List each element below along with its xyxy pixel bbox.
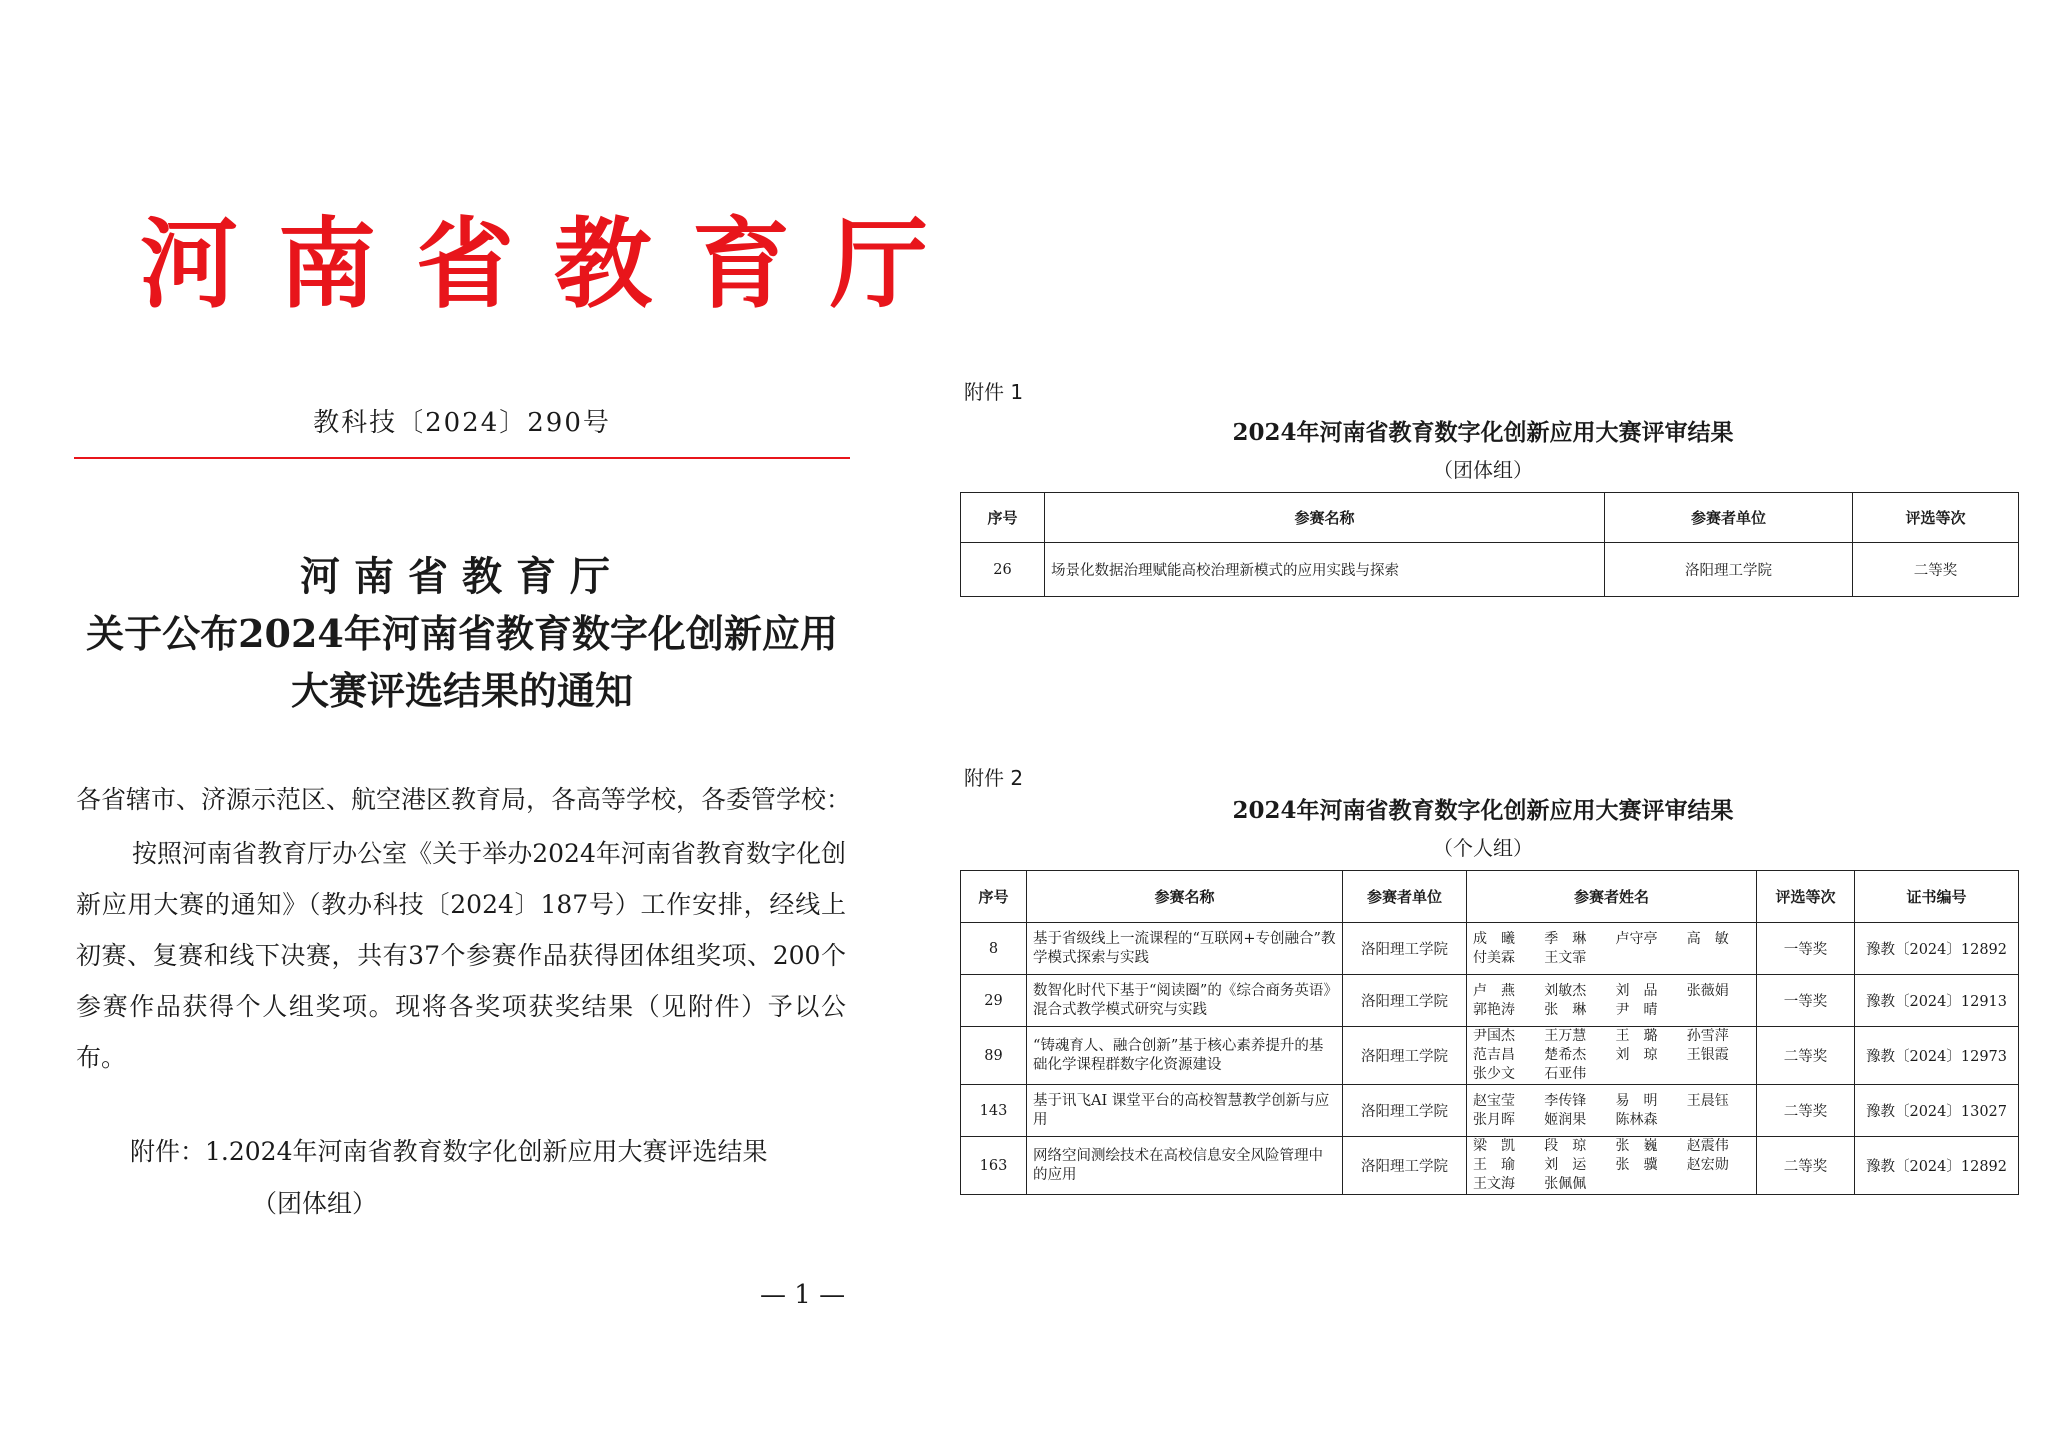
participant-names [1473,930,1750,968]
cell-people [1467,923,1757,975]
attachment1-label: 附件 1 [964,380,1024,404]
table-row [961,975,2019,1027]
cell-unit: 洛阳理工学院 [1343,1085,1467,1137]
team-results-table [960,492,2019,597]
notice-title-line3: 大赛评选结果的通知 [290,668,633,713]
attachment2-title: 2024年河南省教育数字化创新应用大赛评审结果 [1232,797,1734,824]
participant-name: 王晨钰 [1686,1092,1729,1109]
cell-no: 29 [961,975,1027,1027]
col-header-no: 序号 [961,871,1027,923]
cell-cert: 豫教〔2024〕12892 [1855,923,2019,975]
attachment2-label: 附件 2 [964,766,1024,790]
participant-name: 季 琳 [1544,930,1587,947]
individual-results-table [960,870,2019,1195]
participant-name: 李传锋 [1544,1092,1587,1109]
red-divider [74,457,850,459]
cell-award: 二等奖 [1853,543,2019,597]
participant-name: 张佩佩 [1544,1176,1587,1192]
cell-unit: 洛阳理工学院 [1343,1137,1467,1195]
cell-no: 89 [961,1027,1027,1085]
participant-names [1473,1092,1750,1130]
cell-cert: 豫教〔2024〕12913 [1855,975,2019,1027]
cell-award: 一等奖 [1757,975,1855,1027]
cell-unit: 洛阳理工学院 [1343,975,1467,1027]
participant-name: 张薇娟 [1686,982,1729,999]
cell-no: 143 [961,1085,1027,1137]
table-row [961,1085,2019,1137]
participant-name: 张月晖 [1473,1111,1515,1128]
table-row [961,1027,2019,1085]
cell-name: 数智化时代下基于“阅读圈”的《综合商务英语》混合式教学模式研究与实践 [1027,975,1343,1027]
participant-name: 成 曦 [1473,930,1515,947]
col-header-no: 序号 [961,493,1045,543]
participant-name: 段 琼 [1544,1138,1587,1154]
cell-name: 场景化数据治理赋能高校治理新模式的应用实践与探索 [1045,543,1605,597]
cell-unit: 洛阳理工学院 [1605,543,1853,597]
cell-name: “铸魂育人、融合创新”基于核心素养提升的基础化学课程群数字化资源建设 [1027,1027,1343,1085]
col-header-name: 参赛名称 [1045,493,1605,543]
participant-name: 刘 品 [1615,982,1658,999]
participant-name: 王 瑜 [1473,1157,1515,1173]
cell-cert: 豫教〔2024〕12892 [1855,1137,2019,1195]
attachment-line: 附件：1.2024年河南省教育数字化创新应用大赛评选结果 [130,1137,768,1166]
table-header-row [961,493,2019,543]
participant-name: 孙雪萍 [1686,1028,1729,1044]
salutation: 各省辖市、济源示范区、航空港区教育局，各高等学校，各委管学校： [76,785,852,814]
cell-cert: 豫教〔2024〕13027 [1855,1085,2019,1137]
cell-people [1467,1137,1757,1195]
participant-name: 刘敏杰 [1544,982,1587,999]
participant-name: 张 巍 [1615,1138,1658,1154]
participant-name: 易 明 [1615,1092,1658,1109]
participant-name: 赵震伟 [1686,1138,1729,1154]
participant-name: 王银霞 [1686,1047,1729,1063]
attachment-line-cont: （团体组） [252,1189,378,1218]
cell-unit: 洛阳理工学院 [1343,923,1467,975]
col-header-award: 评选等次 [1757,871,1855,923]
table-row [961,543,2019,597]
participant-name: 付美霖 [1473,949,1515,966]
participant-name: 卢 燕 [1473,982,1515,999]
col-header-people: 参赛者姓名 [1467,871,1757,923]
cell-award: 二等奖 [1757,1137,1855,1195]
participant-name: 刘 运 [1544,1157,1587,1173]
cell-people [1467,1085,1757,1137]
attachment1-subtitle: （团体组） [1433,458,1533,482]
table-row [961,923,2019,975]
attachment2-subtitle: （个人组） [1433,836,1533,860]
participant-name: 刘 琼 [1615,1047,1658,1063]
cell-award: 二等奖 [1757,1085,1855,1137]
notice-title-issuer: 河南省教育厅 [300,553,624,600]
cell-award: 二等奖 [1757,1027,1855,1085]
col-header-name: 参赛名称 [1027,871,1343,923]
participant-names [1473,1027,1750,1084]
page-number: — 1 — [760,1280,846,1310]
participant-name: 张 琳 [1544,1001,1587,1018]
participant-names [1473,1137,1750,1194]
participant-name: 张少文 [1473,1066,1515,1082]
table-header-row [961,871,2019,923]
cell-no: 26 [961,543,1045,597]
attachment1-title: 2024年河南省教育数字化创新应用大赛评审结果 [1232,419,1734,446]
participant-name: 王万慧 [1544,1028,1587,1044]
body-paragraph: 按照河南省教育厅办公室《关于举办2024年河南省教育数字化创新应用大赛的通知》（教办科技〔2024〕187号）工作安排，经线上初赛、复赛和线下决赛，共有37个参赛作品获得团体组奖项、200个参赛作品获得个人组奖项。现将各奖项获奖结果（见附件）予以公布。 [76,839,847,1072]
cell-unit: 洛阳理工学院 [1343,1027,1467,1085]
participant-name: 姬润果 [1544,1111,1587,1128]
participant-name: 郭艳涛 [1473,1001,1515,1018]
participant-name: 王文海 [1473,1176,1515,1192]
participant-name: 王 璐 [1615,1028,1658,1044]
col-header-award: 评选等次 [1853,493,2019,543]
cell-people [1467,975,1757,1027]
participant-name: 尹国杰 [1473,1028,1515,1044]
participant-name: 石亚伟 [1544,1066,1587,1082]
issuer-banner: 河南省教育厅 [140,207,969,322]
notice-title-line2: 关于公布2024年河南省教育数字化创新应用 [86,611,838,656]
cell-name: 网络空间测绘技术在高校信息安全风险管理中的应用 [1027,1137,1343,1195]
participant-name: 王文霏 [1544,949,1587,966]
participant-name: 高 敏 [1686,930,1729,947]
participant-name: 尹 晴 [1615,1001,1658,1018]
col-header-unit: 参赛者单位 [1605,493,1853,543]
participant-name: 陈林森 [1615,1111,1658,1128]
participant-name: 楚希杰 [1544,1047,1587,1063]
cell-no: 163 [961,1137,1027,1195]
participant-name: 张 骥 [1615,1157,1658,1173]
participant-names [1473,982,1750,1020]
table-row [961,1137,2019,1195]
document-number: 教科技〔2024〕290号 [313,408,611,438]
cell-people [1467,1027,1757,1085]
cell-cert: 豫教〔2024〕12973 [1855,1027,2019,1085]
col-header-unit: 参赛者单位 [1343,871,1467,923]
cell-no: 8 [961,923,1027,975]
participant-name: 赵宏勋 [1686,1157,1729,1173]
participant-name: 赵宝莹 [1473,1092,1515,1109]
cell-name: 基于省级线上一流课程的“互联网+专创融合”教学模式探索与实践 [1027,923,1343,975]
col-header-cert: 证书编号 [1855,871,2019,923]
participant-name: 卢守亭 [1615,930,1658,947]
cell-name: 基于讯飞AI 课堂平台的高校智慧教学创新与应用 [1027,1085,1343,1137]
participant-name: 范吉昌 [1473,1047,1515,1063]
cell-award: 一等奖 [1757,923,1855,975]
participant-name: 梁 凯 [1473,1138,1515,1154]
